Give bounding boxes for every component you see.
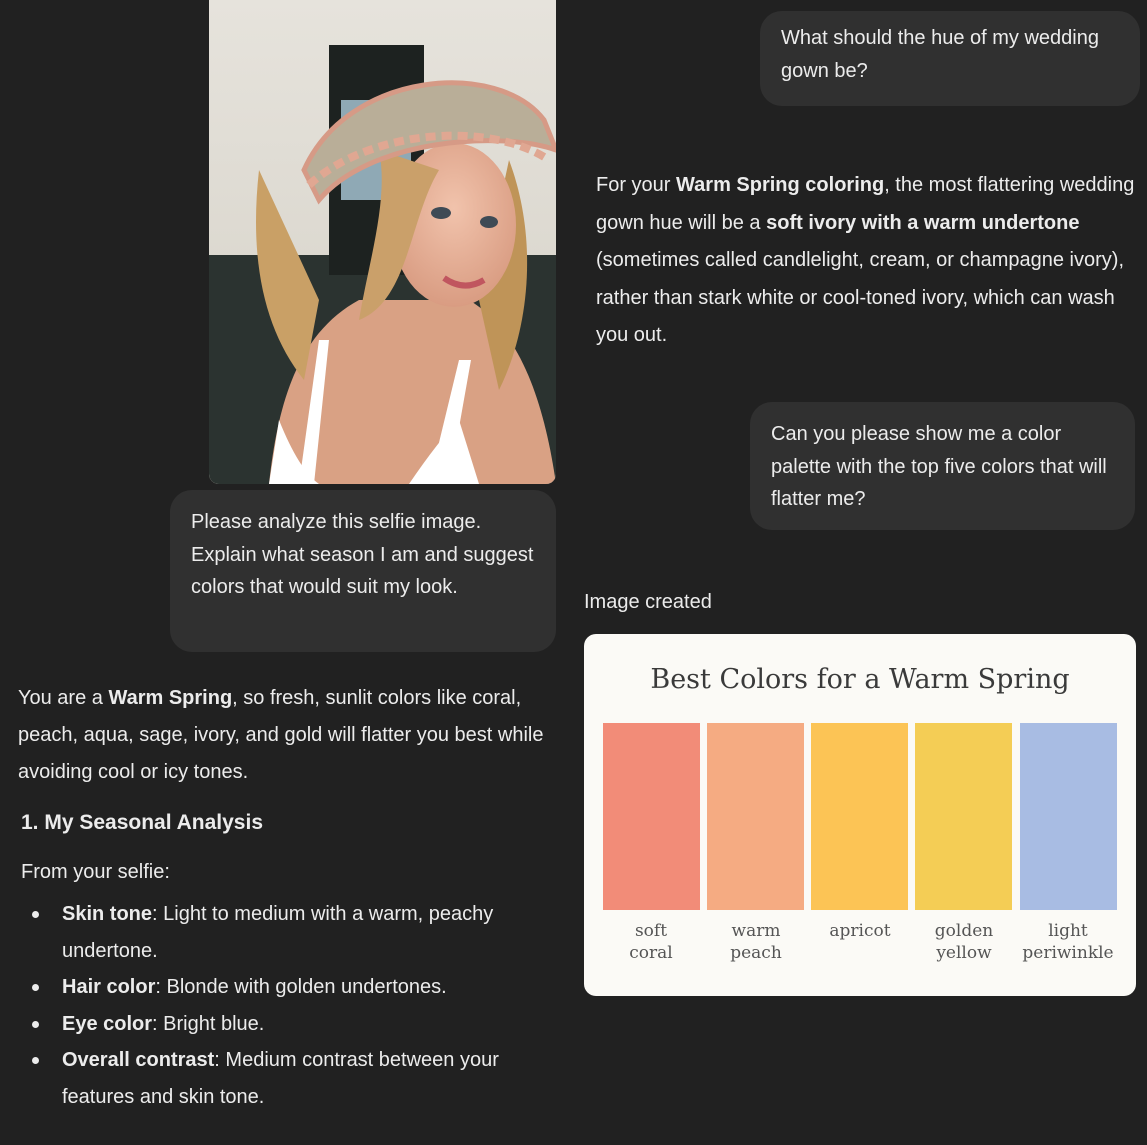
swatch-warm-peach bbox=[707, 723, 804, 910]
list-item bbox=[20, 1042, 540, 1115]
image-created-label: Image created bbox=[584, 591, 712, 613]
assistant-text: You are a bbox=[18, 687, 109, 709]
user-message-wedding-gown bbox=[760, 11, 1140, 106]
user-message-selfie-analysis bbox=[170, 490, 556, 652]
user-message-palette-request bbox=[750, 402, 1135, 530]
list-item-label: Skin tone bbox=[62, 903, 153, 925]
swatch-label: soft coral bbox=[629, 921, 673, 963]
intro-text: From your selfie: bbox=[21, 861, 170, 883]
section-heading: 1. My Seasonal Analysis bbox=[21, 811, 264, 834]
swatch-label: golden yellow bbox=[934, 921, 994, 963]
assistant-text: For your bbox=[596, 174, 677, 196]
list-item-text: : Light to medium with a warm, peachy undertone. bbox=[62, 903, 494, 962]
assistant-message-wedding-gown bbox=[596, 167, 1141, 355]
swatch-apricot bbox=[811, 723, 908, 910]
user-message-text: Please analyze this selfie image. Explain what season I am and suggest colors that would suit my look. bbox=[191, 511, 534, 598]
swatch-light-periwinkle bbox=[1020, 723, 1117, 910]
list-item-label: Eye color bbox=[62, 1012, 153, 1035]
user-message-text: Can you please show me a color palette with the top five colors that will flatter me? bbox=[771, 423, 1107, 510]
list-item-text: : Bright blue. bbox=[152, 1012, 265, 1035]
list-item-label: Hair color bbox=[62, 976, 156, 998]
selfie-illustration bbox=[209, 0, 556, 484]
swatch-label: light periwinkle bbox=[1022, 921, 1114, 963]
swatch-golden-yellow bbox=[915, 723, 1012, 910]
swatch-label: apricot bbox=[829, 921, 891, 941]
analysis-list bbox=[20, 896, 540, 1115]
assistant-bold: Warm Spring bbox=[108, 687, 233, 709]
assistant-bold: soft ivory with a warm undertone bbox=[766, 211, 1080, 234]
assistant-text: , the most flattering wedding gown hue will be a bbox=[596, 174, 1135, 234]
user-message-text: What should the hue of my wedding gown be? bbox=[781, 27, 1099, 82]
list-item bbox=[20, 1006, 540, 1043]
swatch-soft-coral bbox=[603, 723, 700, 910]
assistant-text: , so fresh, sunlit colors like coral, peach, aqua, sage, ivory, and gold will flatter you best while avoiding cool or icy tones. bbox=[18, 687, 544, 783]
selfie-image[interactable] bbox=[209, 0, 556, 484]
list-item-label: Overall contrast bbox=[62, 1049, 215, 1071]
list-item bbox=[20, 896, 540, 969]
assistant-text: (sometimes called candlelight, cream, or champagne ivory), rather than stark white or cool-toned ivory, which can wash you out. bbox=[596, 249, 1124, 346]
assistant-message-season bbox=[18, 680, 563, 791]
color-palette-image[interactable] bbox=[584, 634, 1136, 996]
list-item bbox=[20, 969, 540, 1006]
assistant-bold: Warm Spring coloring bbox=[676, 174, 885, 196]
swatch-label: warm peach bbox=[730, 921, 782, 963]
palette-title: Best Colors for a Warm Spring bbox=[650, 664, 1070, 695]
list-item-text: : Medium contrast between your features and skin tone. bbox=[62, 1049, 499, 1108]
list-item-text: : Blonde with golden undertones. bbox=[155, 976, 447, 998]
